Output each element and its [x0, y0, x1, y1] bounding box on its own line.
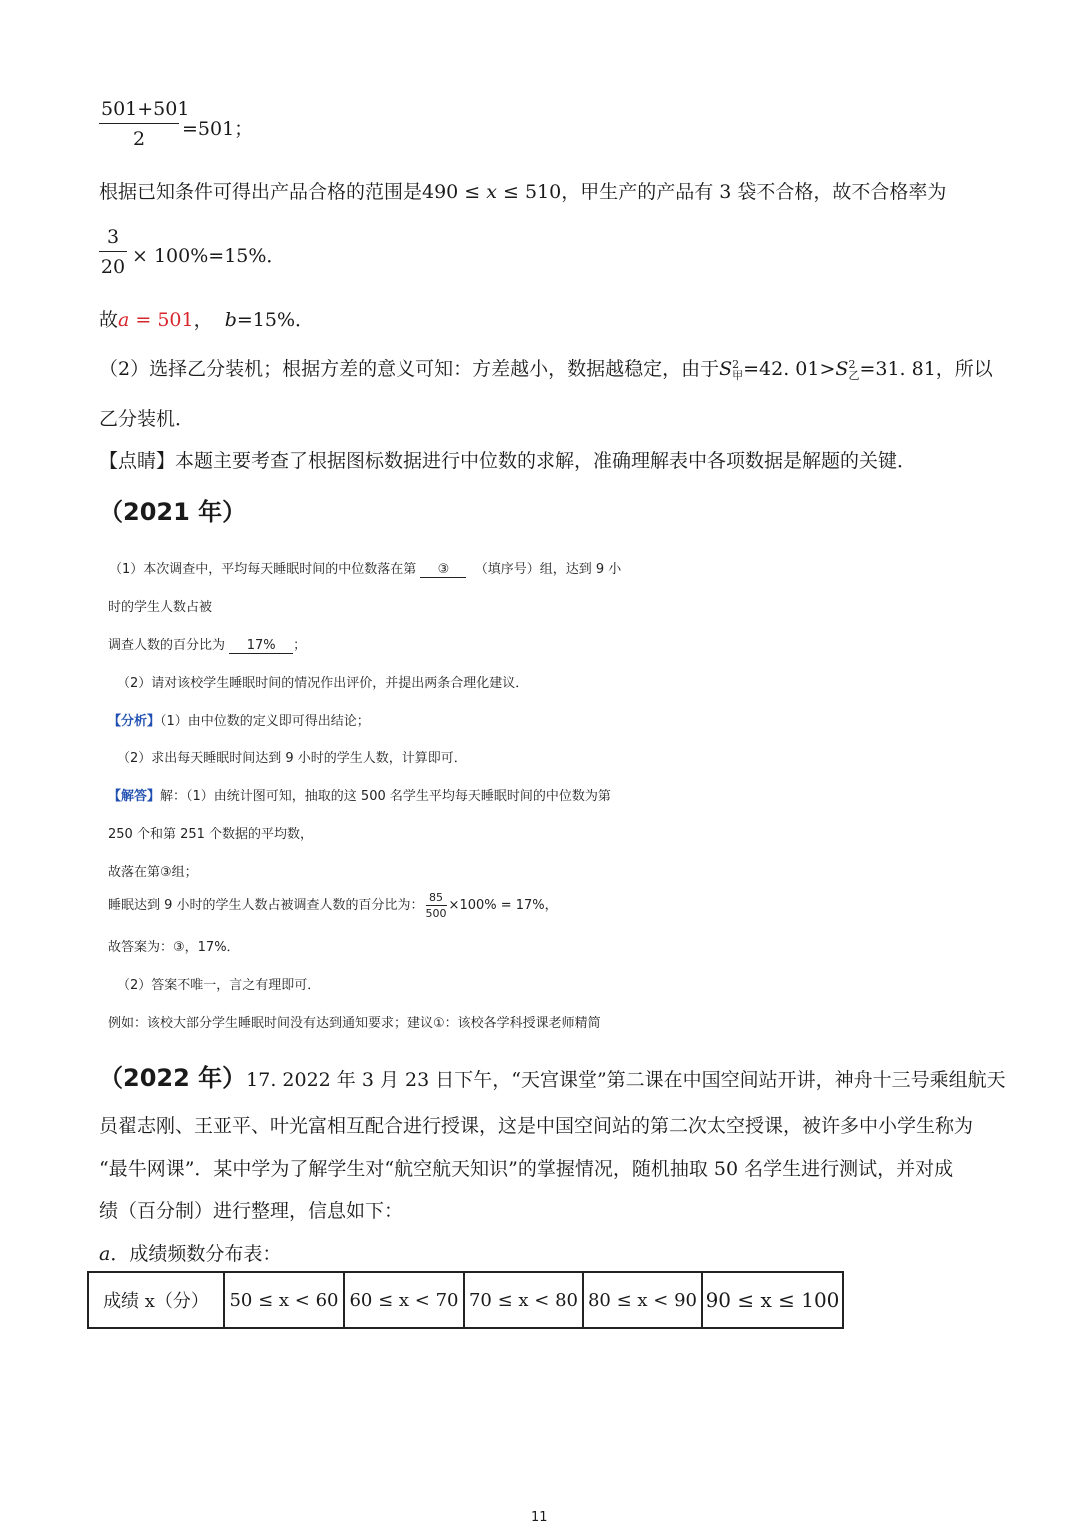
table-cell: 80 ≤ x < 90 [583, 1272, 702, 1328]
scan-line-1: （1）本次调查中，平均每天睡眠时间的中位数落在第 ③ （填序号）组，达到 9 小 [109, 562, 622, 577]
scan-line-12: （2）答案不唯一，言之有理即可． [117, 978, 321, 993]
table-caption: a．成绩频数分布表： [99, 1243, 282, 1265]
solution-tag: 【解答】 [108, 789, 161, 804]
fraction-rate: 3 20 [100, 226, 126, 278]
scan-line-4: （2）请对该校学生睡眠时间的情况作出评价，并提出两条合理化建议． [117, 676, 529, 691]
median-result: =501； [182, 118, 254, 140]
page-number: 11 [531, 1510, 548, 1525]
rate-result: × 100%=15%． [132, 245, 286, 267]
table-header-cell: 成绩 x（分） [88, 1272, 224, 1328]
answer-blank-group: ③ [420, 562, 466, 578]
scan-line-10: 睡眠达到 9 小时的学生人数占被调查人数的百分比为： $\frac{85}{500}$ ×100% = 17%， [108, 891, 558, 920]
scan-line-2: 时的学生人数占被 [108, 600, 213, 615]
scan-line-9: 故落在第③组； [108, 865, 198, 880]
frequency-table [87, 1271, 844, 1329]
fraction-median [99, 98, 190, 150]
scan-fraction: $\frac{85}{500}$ [425, 891, 447, 920]
fraction-denominator: 2 [132, 128, 146, 150]
table-cell: 60 ≤ x < 70 [344, 1272, 464, 1328]
scan-line-5: 【分析】（1）由中位数的定义即可得出结论； [108, 714, 370, 729]
scan-line-7: 【解答】解：（1）由统计图可知，抽取的这 500 名学生平均每天睡眠时间的中位数为第 [108, 789, 611, 804]
problem-2022-line-4: 绩（百分制）进行整理，信息如下： [99, 1200, 404, 1222]
scan-line-3: 调查人数的百分比为 17% ； [108, 638, 307, 653]
table-cell: 50 ≤ x < 60 [224, 1272, 344, 1328]
variance-comparison: （2）选择乙分装机；根据方差的意义可知：方差越小，数据越稳定，由于S 2 甲 =42. 01>S 2 乙 =31. 81，所以 [99, 358, 993, 382]
scan-line-8: 250 个和第 251 个数据的平均数， [108, 827, 314, 842]
scan-line-11: 故答案为：③，17%． [108, 940, 240, 955]
problem-2022-line-3: “最牛网课”．某中学为了解学生对“航空航天知识”的掌握情况，随机抽取 50 名学生进行测试，并对成 [99, 1158, 954, 1180]
answer-a-b: 故a = 501， b=15%． [99, 309, 315, 331]
problem-2022-line-1: （2022 年）17. 2022 年 3 月 23 日下午，“天宫课堂”第二课在中国空间站开讲，神舟十三号乘组航天 [99, 1064, 1006, 1092]
table-cell: 70 ≤ x < 80 [464, 1272, 583, 1328]
table-row [88, 1272, 843, 1328]
heading-2022: （2022 年） [99, 1064, 247, 1092]
scan-line-13: 例如：该校大部分学生睡眠时间没有达到通知要求；建议①：该校各学科授课老师精简 [108, 1016, 601, 1031]
analysis-tag: 【分析】 [108, 714, 161, 729]
scan-line-6: （2）求出每天睡眠时间达到 9 小时的学生人数，计算即可． [117, 751, 467, 766]
fraction-numerator: 501+501 [101, 98, 190, 120]
heading-2021: （2021 年） [99, 498, 247, 526]
answer-blank-percent: 17% [229, 638, 293, 654]
key-point-note: 【点睛】本题主要考查了根据图标数据进行中位数的求解，准确理解表中各项数据是解题的关键． [99, 450, 917, 472]
qualified-range-text: 根据已知条件可得出产品合格的范围是490 ≤ x ≤ 510，甲生产的产品有 3 袋不合格，故不合格率为 [99, 181, 947, 203]
table-cell: 90 ≤ x ≤ 100 [702, 1272, 843, 1328]
problem-2022-line-2: 员翟志刚、王亚平、叶光富相互配合进行授课，这是中国空间站的第二次太空授课，被许多中小学生称为 [99, 1115, 974, 1137]
conclusion-line: 乙分装机． [99, 408, 195, 430]
